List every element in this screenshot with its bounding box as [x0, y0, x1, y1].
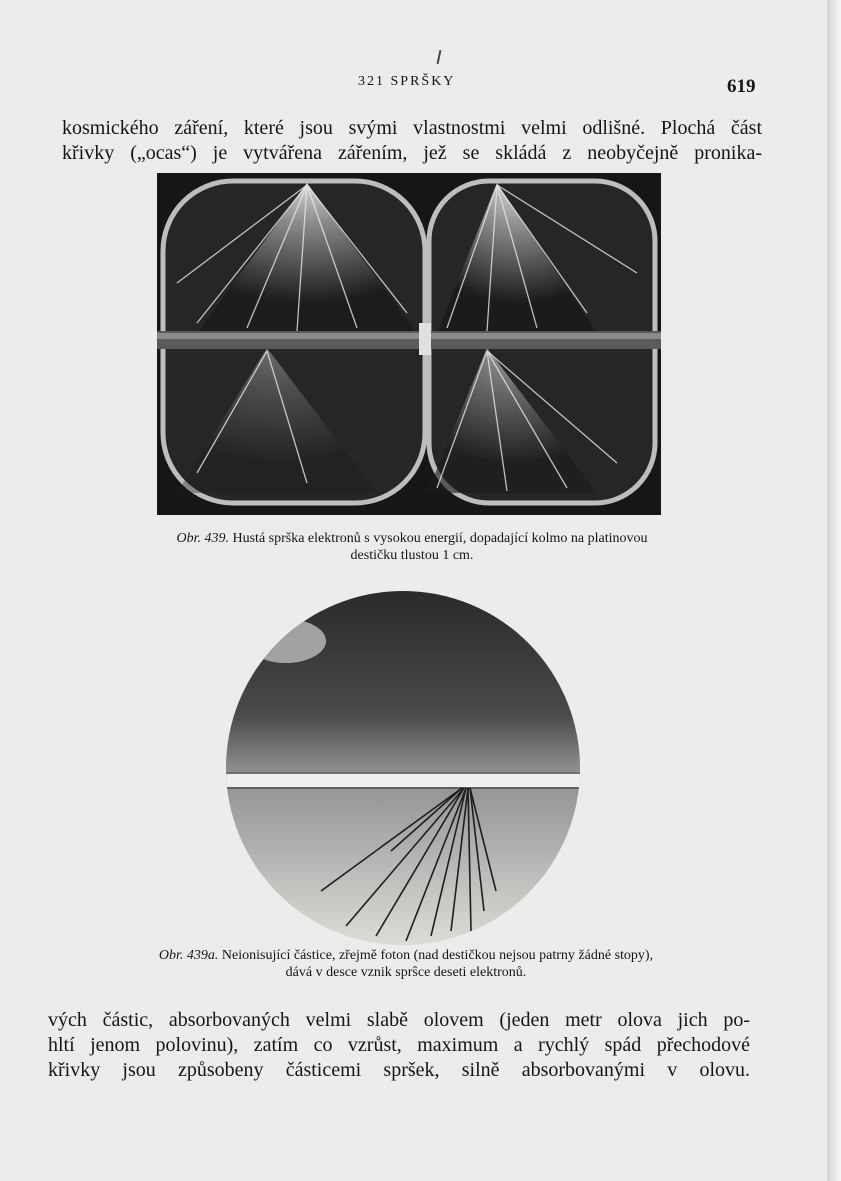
text-line: hltí jenom polovinu), zatím co vzrůst, maximum a rychlý spád přechodové — [48, 1034, 750, 1056]
figure-label: Obr. 439a. — [158, 948, 219, 963]
page-number: 619 — [727, 76, 756, 97]
running-head: 321 SPRŠKY — [358, 74, 456, 89]
body-paragraph-bottom — [48, 1008, 750, 1083]
caption-text: destičku tlustou 1 cm. — [350, 548, 474, 563]
pen-mark — [437, 50, 442, 64]
text-line: křivky („ocas“) je vytvářena zářením, jež se skládá z neobyčejně pronika- — [62, 142, 762, 164]
figure-caption-439a — [50, 947, 762, 981]
body-paragraph-top — [62, 116, 762, 166]
page-edge — [827, 0, 841, 1181]
cloud-chamber-photo-shower — [157, 173, 661, 515]
caption-text: Hustá sprška elektronů s vysokou energií, dopadající kolmo na platinovou — [232, 531, 648, 546]
caption-text: dává v desce vznik sprŝce deseti elektronů. — [285, 965, 527, 980]
figure-caption-439 — [62, 530, 762, 564]
text-line: kosmického záření, které jsou svými vlastnostmi velmi odlišné. Plochá část — [62, 117, 762, 139]
figure-label: Obr. 439. — [176, 531, 229, 546]
text-line: vých částic, absorbovaných velmi slabě olovem (jeden metr olova jich po- — [48, 1009, 750, 1031]
caption-text: Neionisující částice, zřejmě foton (nad destičkou nejsou patrny žádné stopy), — [221, 948, 654, 963]
cloud-chamber-photo-photon — [226, 591, 580, 945]
text-line: křivky jsou způsobeny částicemi spršek, silně absorbovanými v olovu. — [48, 1059, 750, 1081]
